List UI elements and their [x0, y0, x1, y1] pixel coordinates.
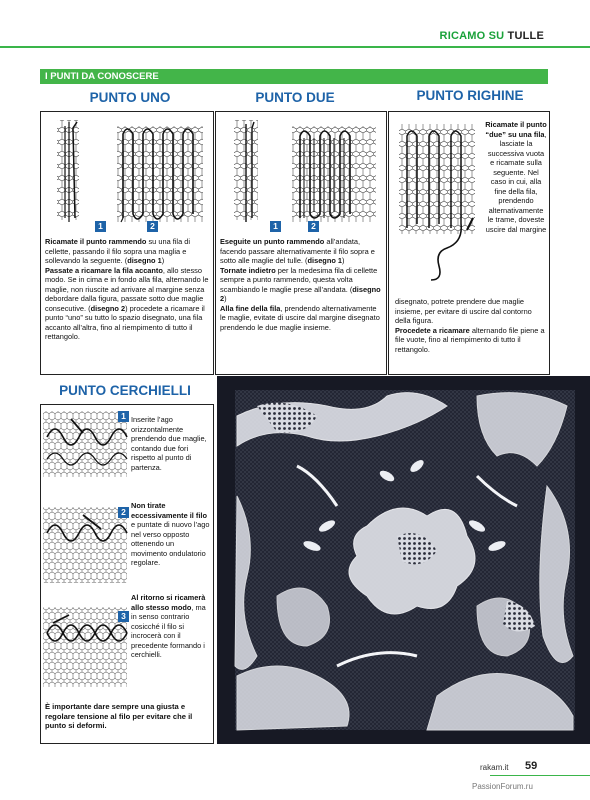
punto-righine-box — [388, 111, 550, 375]
step-2-text: Non tirate eccessivamente il filo e puntate di nuovo l’ago nel verso opposto ottenendo un movimento ondulatorio regolare. — [131, 501, 210, 567]
page-number: 59 — [525, 760, 538, 772]
punto-righine-text: disegnato, potrete prendere due maglie insieme, per evitare di uscire dal contorno della figura. Procedete a ricamare alternando file piene a file vuote, fino al riempimento di tutto il rettangolo. — [395, 297, 545, 354]
step-3-badge: 3 — [118, 611, 129, 622]
figure-1-badge: 1 — [270, 221, 281, 232]
page-header — [0, 28, 590, 48]
step-1-text: Inserite l’ago orizzontalmente prendendo due maglie, contando due fori rispetto al punto di partenza. — [131, 415, 207, 472]
punto-cerchielli-title: PUNTO CERCHIELLI — [59, 383, 191, 398]
punto-due-diagram — [230, 118, 380, 232]
punto-righine-side-text: Ricamate il punto “due” su una fila, lasciate la successiva vuota e ricamate sulla seguente. Nel caso in cui, alla fine della fila, prendendo alternativamente le trame, doveste uscire dal margine — [485, 120, 547, 234]
punto-due-title: PUNTO DUE — [255, 90, 335, 105]
section-title: RICAMO SU TULLE — [439, 30, 544, 42]
site-brand: rakam.it — [480, 763, 509, 772]
figure-2-badge: 2 — [147, 221, 158, 232]
punto-uno-diagram — [55, 118, 205, 232]
punto-righine-diagram — [395, 120, 485, 290]
important-note: È importante dare sempre una giusta e regolare tensione al filo per evitare che il punto si deformi. — [45, 702, 193, 730]
punto-uno-title: PUNTO UNO — [89, 90, 171, 105]
watermark: PassionForum.ru — [472, 782, 533, 791]
punto-cerchielli-diagram — [43, 411, 129, 691]
section-banner: I PUNTI DA CONOSCERE — [40, 69, 548, 84]
step-3-text: Al ritorno si ricamerà allo stesso modo, ma in senso contrario cosicché il filo si incrocerà con il precedente formando i cerchielli. — [131, 593, 206, 659]
punto-uno-box — [40, 111, 214, 375]
figure-1-badge: 1 — [95, 221, 106, 232]
punto-uno-text: Ricamate il punto rammendo su una fila di cellette, passando il filo sopra una maglia e sollevando la seguente. (disegno 1) Passate a ricamare la fila accanto, allo stesso modo. Se in cima e in fondo alla fila, alternando le maglie, non riuscite ad arrivare al margine senza debordare dalla figura, passate sotto due maglie consecutive. (disegno 2) procedete a ricamare il punto “uno” su tutto lo spazio disegnato, una fila accanto all’altra, fino al riempimento di tutto il rettangolo. — [45, 237, 209, 341]
punto-righine-title: PUNTO RIGHINE — [416, 88, 524, 103]
punto-cerchielli-box — [40, 404, 214, 744]
step-1-badge: 1 — [118, 411, 129, 422]
header-rule — [0, 46, 590, 48]
punto-due-text: Eseguite un punto rammendo all’andata, facendo passare alternativamente il filo sopra e sotto alle maglie del tulle. (disegno 1) Tornate indietro per la medesima fila di cellette sempre a punto rammendo, questa volta scambiando le maglie prese all’andata. (disegno 2) Alla fine della fila, prendendo alternativamente le maglie, evitate di uscire dal margine disegnato prendendo le due maglie insieme. — [220, 237, 381, 332]
step-2-badge: 2 — [118, 507, 129, 518]
footer-rule — [490, 775, 590, 776]
figure-2-badge: 2 — [308, 221, 319, 232]
lace-embroidery-photo — [217, 376, 590, 744]
punto-due-box — [215, 111, 387, 375]
